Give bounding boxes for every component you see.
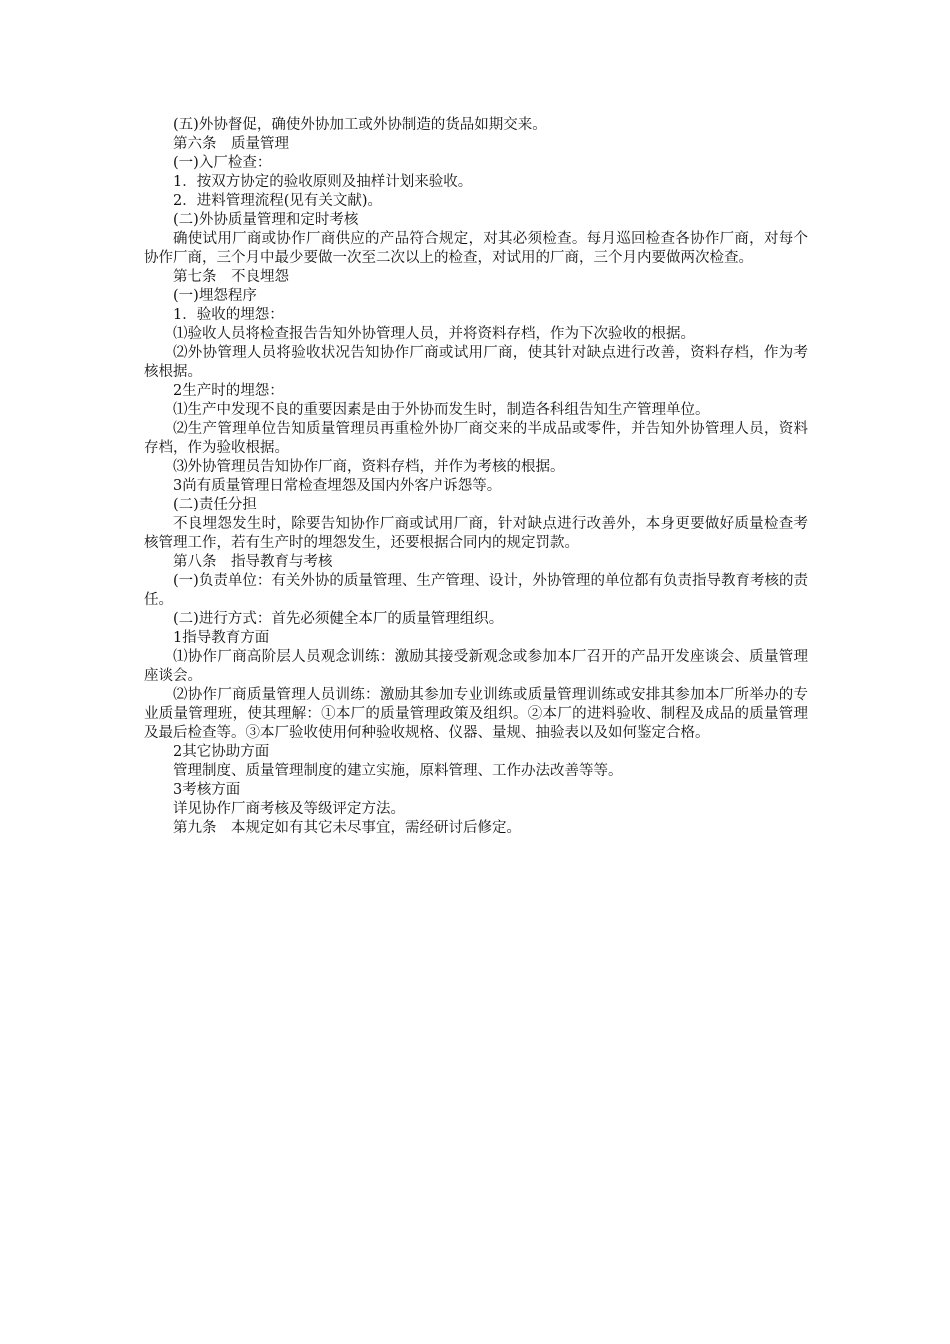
list-item: 2生产时的埋怨： [173,383,284,399]
article-7-heading: 第七条 不良埋怨 [173,269,289,285]
article-6-heading: 第六条 质量管理 [173,136,289,152]
list-item: 2其它协助方面 [173,744,270,760]
paragraph: (二)进行方式：首先必须健全本厂的质量管理组织。 [173,611,504,627]
list-item: ⑴生产中发现不良的重要因素是由于外协而发生时，制造各科组告知生产管理单位。 [173,402,710,418]
section-outsource-quality: (二)外协质量管理和定时考核 [173,212,359,228]
list-item: 1．按双方协定的验收原则及抽样计划来验收。 [173,174,473,190]
list-item: 2．进料管理流程(见有关文献)。 [173,193,383,209]
paragraph: 确使试用厂商或协作厂商供应的产品符合规定，对其必须检查。每月巡回检查各协作厂商，对每个协作厂商，三个月中最少要做一次至二次以上的检查，对试用的厂商，三个月内要做两次检查。 [144,231,808,266]
list-item: ⑶外协管理员告知协作厂商，资料存档，并作为考核的根据。 [173,459,565,475]
list-item: 1．验收的埋怨： [173,307,284,323]
list-item: 1指导教育方面 [173,630,270,646]
paragraph: 详见协作厂商考核及等级评定方法。 [173,801,405,817]
paragraph: 不良埋怨发生时，除要告知协作厂商或试用厂商，针对缺点进行改善外，本身更要做好质量检查考核管理工作，若有生产时的埋怨发生，还要根据合同内的规定罚款。 [144,516,808,551]
paragraph: 管理制度、质量管理制度的建立实施，原料管理、工作办法改善等等。 [173,763,623,779]
list-item: ⑵协作厂商质量管理人员训练：激励其参加专业训练或质量管理训练或安排其参加本厂所举办的专业质量管理班，使其理解：①本厂的质量管理政策及组织。②本厂的进料验收、制程及成品的质量管理及最后检查等。③本厂验收使用何种验收规格、仪器、量规、抽验表以及如何鉴定合格。 [144,687,808,741]
section-incoming-inspection: (一)入厂检查： [173,155,272,171]
list-item: ⑵外协管理人员将验收状况告知协作厂商或试用厂商，使其针对缺点进行改善，资料存档，作为考核根据。 [144,345,808,380]
list-item: ⑴协作厂商高阶层人员观念训练：激励其接受新观念或参加本厂召开的产品开发座谈会、质量管理座谈会。 [144,649,808,684]
section-responsibility: (二)责任分担 [173,497,257,513]
document-body [144,116,808,838]
list-item: 3尚有质量管理日常检查埋怨及国内外客户诉怨等。 [173,478,502,494]
section-complaint-procedure: (一)埋怨程序 [173,288,257,304]
paragraph-wuxie-duchu: (五)外协督促，确使外协加工或外协制造的货品如期交来。 [173,117,547,133]
list-item: 3考核方面 [173,782,241,798]
list-item: ⑴验收人员将检查报告告知外协管理人员，并将资料存档，作为下次验收的根据。 [173,326,695,342]
list-item: ⑵生产管理单位告知质量管理员再重检外协厂商交来的半成品或零件，并告知外协管理人员，资料存档，作为验收根据。 [144,421,808,456]
article-8-heading: 第八条 指导教育与考核 [173,554,333,570]
paragraph: (一)负责单位：有关外协的质量管理、生产管理、设计，外协管理的单位都有负责指导教育考核的责任。 [144,573,808,608]
article-9-heading: 第九条 本规定如有其它未尽事宜，需经研讨后修定。 [173,820,521,836]
